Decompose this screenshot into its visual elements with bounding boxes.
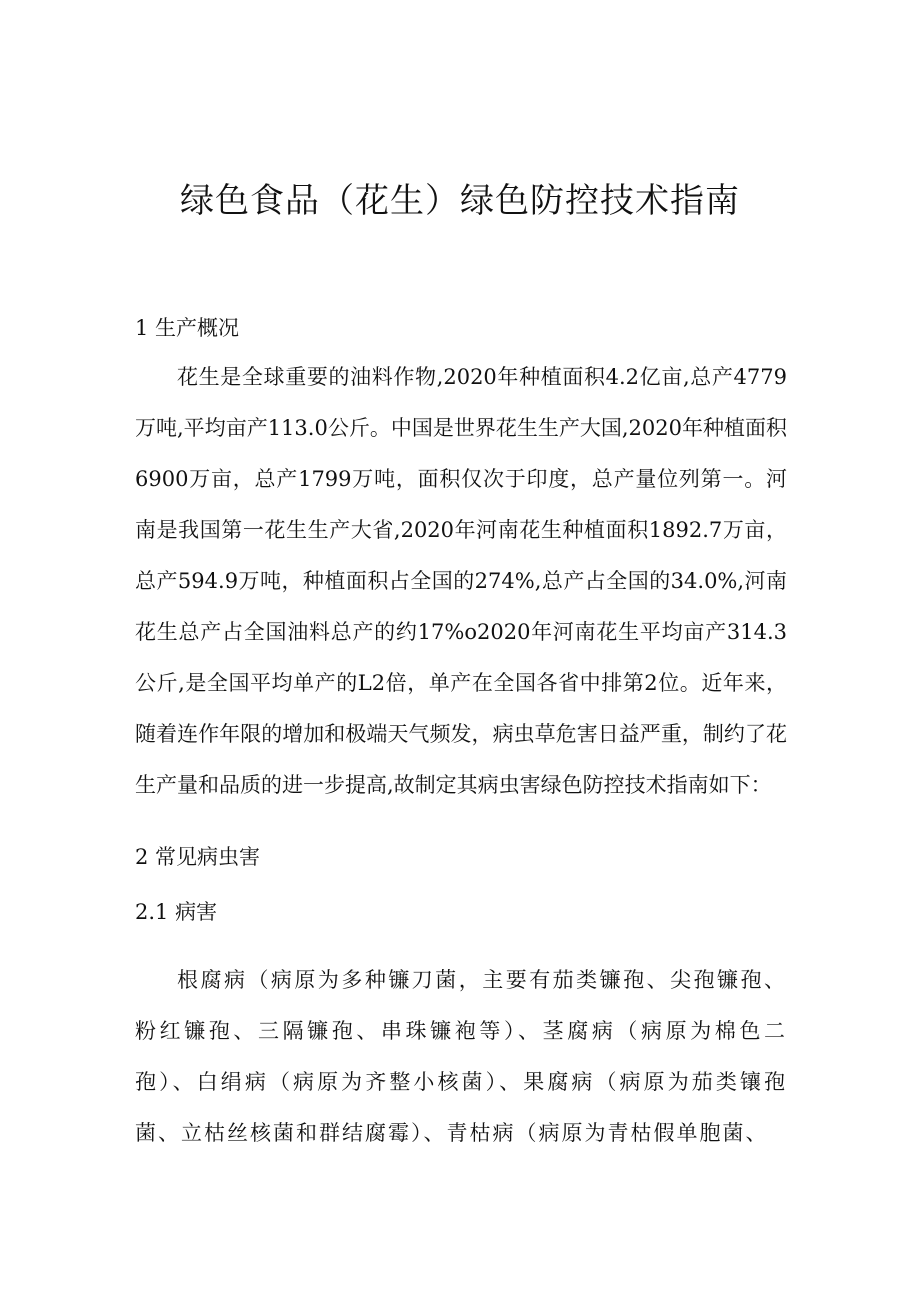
- section-2-heading: 2 常见病虫害: [135, 845, 261, 869]
- section-1-heading: 1 生产概况: [135, 316, 240, 340]
- document-title: 绿色食品（花生）绿色防控技术指南: [180, 181, 740, 221]
- section-2-1-paragraph: 根腐病（病原为多种镰刀菌，主要有茄类镰孢、尖孢镰孢、粉红镰孢、三隔镰孢、串珠镰袍等）、茎腐病（病原为棉色二孢）、白绢病（病原为齐整小核菌）、果腐病（病原为茄类镶孢菌、立枯丝核菌和群结腐霉）、青枯病（病原为青枯假单胞菌、: [135, 968, 787, 1145]
- section-2-1-heading: 2.1 病害: [135, 900, 218, 924]
- section-1-paragraph: 花生是全球重要的油料作物,2020年种植面积4.2亿亩,总产4779万吨,平均亩产113.0公斤。中国是世界花生生产大国,2020年种植面积6900万亩，总产1799万吨，面积仅次于印度，总产量位列第一。河南是我国第一花生生产大省,2020年河南花生种植面积1892.7万亩，总产594.9万吨，种植面积占全国的274%,总产占全国的34.0%,河南花生总产占全国油料总产的约17%o2020年河南花生平均亩产314.3公斤,是全国平均单产的L2倍，单产在全国各省中排第2位。近年来，随着连作年限的增加和极端天气频发，病虫草危害日益严重，制约了花生产量和品质的进一步提高,故制定其病虫害绿色防控技术指南如下：: [135, 365, 787, 797]
